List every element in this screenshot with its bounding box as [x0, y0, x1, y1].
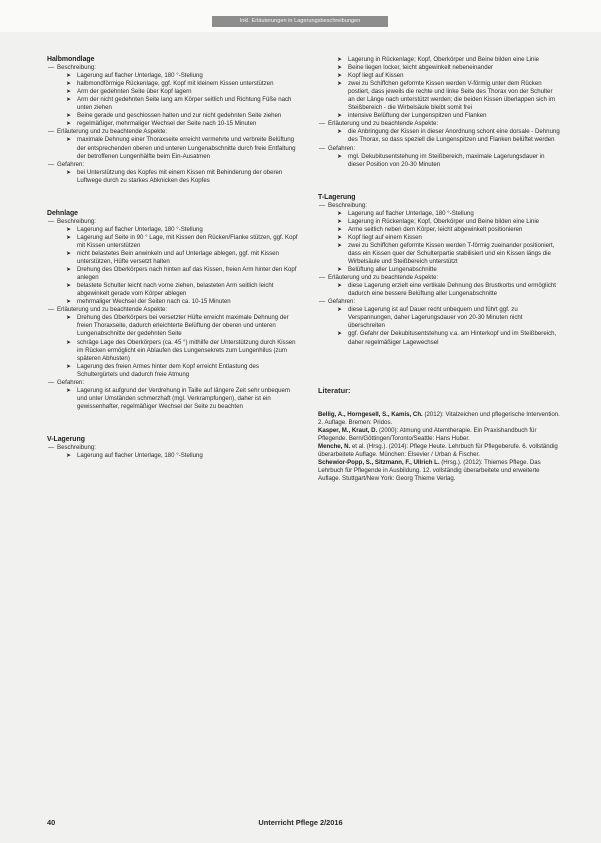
- arrow-bullet-icon: ➤: [66, 234, 71, 241]
- arrow-bullet-icon: ➤: [66, 339, 71, 346]
- arrow-bullet-icon: ➤: [337, 113, 342, 120]
- bullet-item: [47, 250, 299, 266]
- subheading: [47, 444, 299, 452]
- arrow-bullet-icon: ➤: [337, 234, 342, 241]
- arrow-bullet-icon: ➤: [337, 218, 342, 225]
- subheading: [318, 120, 560, 128]
- literature-details: (2000): Atmung und Atemtherapie. Ein Praxishandbuch für Pflegende. Bern/Göttingen/Toronto/Seattle: Hans Huber.: [318, 426, 537, 442]
- bullet-item: [318, 218, 560, 226]
- bullet-text: diese Lagerung ist auf Dauer recht unbequem und führt ggf. zu Verspannungen, daher Lagerungsdauer von 20-30 Minuten nicht überschreiten: [348, 306, 523, 330]
- bullet-item: [47, 298, 299, 306]
- literature-authors: Menche, N.: [318, 442, 351, 450]
- bullet-item: [47, 112, 299, 120]
- dash-icon: —: [319, 298, 326, 306]
- bullet-text: Drehung des Oberkörpers bei versetzter Hüfte erreicht maximale Dehnung der freien Thoraxseite, dadurch erleichterte Belüftung der oberen und unteren Lungenabschnitte der gedehnten Seite: [77, 314, 289, 338]
- bullet-item: [47, 234, 299, 250]
- bullet-item: [47, 314, 299, 338]
- arrow-bullet-icon: ➤: [337, 57, 342, 63]
- bullet-list: [318, 210, 560, 274]
- arrow-bullet-icon: ➤: [66, 97, 71, 104]
- bullet-item: [318, 80, 560, 112]
- dash-icon: —: [319, 144, 326, 152]
- literature-entry: [318, 459, 560, 483]
- subheading: [47, 379, 299, 387]
- arrow-bullet-icon: ➤: [337, 65, 342, 72]
- subheading: [47, 64, 299, 72]
- dash-icon: —: [48, 128, 55, 136]
- bullet-item: [318, 128, 560, 144]
- bullet-list: [318, 153, 560, 169]
- bullet-text: diese Lagerung erzielt eine vertikale Dehnung des Brustkorbs und ermöglicht dadurch eine bessere Belüftung aller Lungenabschnitte: [348, 282, 556, 298]
- bullet-text: zwei zu Schiffchen geformte Kissen werden V-förmig unter dem Rücken postiert, dass jeweils die rechte und linke Seite des Thorax von der Schulter an der Länge nach unterstützt werden; die beiden Kissen überlappen sich im Steißbereich - die Wirbelsäule bleibt somit frei: [348, 80, 555, 112]
- v-lagerung-continued: [318, 56, 560, 169]
- bullet-text: mehrmaliger Wechsel der Seiten nach ca. 10-15 Minuten: [77, 298, 231, 306]
- section-heading: Dehnlage: [47, 209, 79, 217]
- literature-authors: Schewior-Popp, S., Sitzmann, F., Ullrich L.: [318, 458, 440, 466]
- literature-details: (2012): Vitalzeichen und pflegerische Intervention. 2. Auflage. Bremen: Pridos.: [318, 410, 560, 426]
- subheading-label: Gefahren:: [328, 298, 356, 306]
- dash-icon: —: [319, 274, 326, 282]
- bullet-item: [318, 56, 560, 64]
- bullet-text: regelmäßiger, mehrmaliger Wechsel der Seite nach 10-15 Minuten: [77, 120, 257, 128]
- arrow-bullet-icon: ➤: [337, 242, 342, 249]
- bullet-item: [47, 120, 299, 128]
- bullet-list: [47, 387, 299, 411]
- bullet-text: Beine liegen locker, leicht abgewinkelt nebeneinander: [348, 64, 493, 72]
- arrow-bullet-icon: ➤: [66, 299, 71, 306]
- subheading-label: Beschreibung:: [57, 217, 96, 225]
- subheading: [47, 306, 299, 314]
- bullet-item: [318, 72, 560, 80]
- bullet-text: Lagerung ist aufgrund der Verdrehung in Taille auf längere Zeit sehr unbequem und unter Umständen schmerzhaft (mgl. Verkrampfungen), daher ist ein gewissenhafter, regelmäßiger Wechsel der Seite zu beachten: [77, 386, 290, 410]
- subheading-label: Beschreibung:: [57, 443, 96, 451]
- subheading-label: Gefahren:: [57, 160, 85, 168]
- bullet-item: [318, 306, 560, 330]
- section-gap: [47, 411, 299, 436]
- bullet-item: [318, 112, 560, 120]
- section-0: [47, 56, 299, 185]
- dash-icon: —: [48, 306, 55, 314]
- literature-section: [318, 387, 560, 483]
- bullet-text: Lagerung auf flacher Unterlage, 180 °-Stellung: [348, 209, 474, 217]
- bullet-text: zwei zu Schiffchen geformte Kissen werden T-förmig zueinander positioniert, dass ein Kissen quer der Schulterpartie stabilisiert und ein Kissen längs die Wirbelsäule und Steißbereich unterstützt: [348, 241, 555, 266]
- bullet-text: mgl. Dekubitusentstehung im Steißbereich, maximale Lagerungsdauer in dieser Position von 20-30 Minuten: [348, 152, 545, 168]
- bullet-list: [47, 452, 299, 460]
- bullet-item: [47, 169, 299, 185]
- literature-authors: Kasper, M., Kraut, D.: [318, 426, 378, 434]
- bullet-text: Arm der gedehnten Seite über Kopf lagern: [77, 88, 192, 96]
- bullet-item: [47, 266, 299, 282]
- arrow-bullet-icon: ➤: [66, 387, 71, 394]
- left-column: [47, 56, 299, 460]
- bullet-item: [47, 282, 299, 298]
- bullet-item: [47, 452, 299, 460]
- arrow-bullet-icon: ➤: [66, 453, 71, 460]
- subheading-label: Gefahren:: [57, 378, 85, 386]
- bullet-text: Lagerung auf flacher Unterlage, 180 °-Stellung: [77, 452, 203, 460]
- bullet-list: [318, 128, 560, 144]
- arrow-bullet-icon: ➤: [66, 137, 71, 144]
- bullet-list: [47, 314, 299, 378]
- arrow-bullet-icon: ➤: [66, 363, 71, 370]
- bullet-item: [47, 339, 299, 363]
- literature-authors: Bellig, A., Horngesell, S., Kamis, Ch.: [318, 410, 423, 418]
- bullet-text: bei Unterstützung des Kopfes mit einem Kissen mit Behinderung der oberen Luftwege durch zu starkes Abknicken des Kopfes: [77, 168, 283, 184]
- subheading: [318, 274, 560, 282]
- bullet-item: [47, 226, 299, 234]
- bullet-list: [47, 72, 299, 128]
- bullet-item: [47, 80, 299, 88]
- section-2: [47, 436, 299, 460]
- arrow-bullet-icon: ➤: [337, 81, 342, 88]
- subheading-label: Erläuterung und zu beachtende Aspekte:: [328, 274, 439, 282]
- section-gap: [47, 185, 299, 210]
- arrow-bullet-icon: ➤: [337, 283, 342, 290]
- dash-icon: —: [48, 217, 55, 225]
- literature-entry: [318, 411, 560, 427]
- journal-title: Unterricht Pflege 2/2016: [258, 818, 343, 827]
- running-header: Inkl. Erläuterungen in Lagerungsbeschreibungen: [212, 16, 388, 27]
- bullet-text: Arme seitlich neben dem Körper, leicht abgewinkelt positionieren: [348, 225, 523, 233]
- dash-icon: —: [48, 443, 55, 451]
- arrow-bullet-icon: ➤: [337, 210, 342, 217]
- bullet-text: Kopf liegt auf Kissen: [348, 72, 404, 80]
- bullet-text: Kopf liegt auf einem Kissen: [348, 233, 422, 241]
- bullet-item: [318, 330, 560, 346]
- bullet-item: [47, 72, 299, 80]
- bullet-text: Drehung des Oberkörpers nach hinten auf das Kissen, freien Arm hinter den Kopf anlegen: [77, 266, 297, 282]
- subheading-label: Beschreibung:: [57, 64, 96, 72]
- arrow-bullet-icon: ➤: [337, 153, 342, 160]
- bullet-text: Lagerung in Rückenlage; Kopf, Oberkörper und Beine bilden eine Linie: [348, 56, 540, 63]
- bullet-list: [318, 56, 560, 120]
- bullet-text: Lagerung auf flacher Unterlage, 180 °-Stellung: [77, 72, 203, 80]
- bullet-item: [318, 210, 560, 218]
- bullet-text: maximale Dehnung einer Thoraxseite erreicht vermehrte und verbreite Belüftung der entsprechenden oberen und unteren Lungenabschnitte durch freie Entfaltung der betroffenen Lungenhälfte beim Ein-Ausatmen: [77, 136, 296, 160]
- subheading: [318, 145, 560, 153]
- bullet-text: Arm der nicht gedehnten Seite lang am Körper seitlich und Richtung Füße nach unten ziehen: [77, 96, 292, 112]
- subheading: [47, 218, 299, 226]
- bullet-item: [318, 282, 560, 298]
- bullet-item: [318, 242, 560, 266]
- bullet-text: Lagerung des freien Armes hinter dem Kopf erreicht Entlastung des Schultergürtels und dadurch freie Atmung: [77, 362, 259, 378]
- arrow-bullet-icon: ➤: [66, 81, 71, 88]
- bullet-text: die Anbringung der Kissen in dieser Anordnung schont eine dorsale - Dehnung des Thorax, so dass speziell die Lungenspitzen und Flanken belüftet werden: [348, 128, 560, 144]
- arrow-bullet-icon: ➤: [66, 226, 71, 233]
- arrow-bullet-icon: ➤: [337, 267, 342, 274]
- bullet-item: [47, 387, 299, 411]
- bullet-text: Lagerung auf Seite in 90 ° Lage, mit Kissen den Rücken/Flanke stützen, ggf. Kopf mit Kissen unterstützen: [77, 233, 298, 249]
- arrow-bullet-icon: ➤: [66, 250, 71, 257]
- bullet-list: [47, 136, 299, 160]
- arrow-bullet-icon: ➤: [337, 73, 342, 80]
- arrow-bullet-icon: ➤: [66, 73, 71, 80]
- bullet-item: [318, 64, 560, 72]
- literature-details: (Hrsg.). (2012): Thiemes Pflege. Das Lehrbuch für Pflegende in Ausbildung. 12. vollständig überarbeitete und erweiterte Auflage. Stuttgart/New York: Georg Thieme Verlag.: [318, 458, 541, 482]
- bullet-text: intensive Belüftung der Lungenspitzen und Flanken: [348, 112, 487, 120]
- dash-icon: —: [319, 201, 326, 209]
- arrow-bullet-icon: ➤: [66, 113, 71, 120]
- right-sections: [318, 194, 560, 347]
- bullet-text: halbmondförmige Rückenlage, ggf. Kopf mit kleinem Kissen unterstützen: [77, 80, 274, 88]
- bullet-text: belastete Schulter leicht nach vorne ziehen, belasteten Arm seitlich leicht abgewinkelt gerade vom Körper ablegen: [77, 282, 274, 298]
- bullet-item: [318, 226, 560, 234]
- subheading: [47, 161, 299, 169]
- bullet-text: Belüftung aller Lungenabschnitte: [348, 266, 437, 274]
- bullet-list: [318, 306, 560, 346]
- arrow-bullet-icon: ➤: [66, 315, 71, 322]
- section-0: [318, 194, 560, 347]
- bullet-list: [47, 169, 299, 185]
- subheading-label: Erläuterung und zu beachtende Aspekte:: [57, 128, 168, 136]
- bullet-item: [47, 96, 299, 112]
- literature-list: [318, 411, 560, 483]
- literature-heading: Literatur:: [318, 385, 351, 395]
- dash-icon: —: [48, 160, 55, 168]
- subheading: [47, 128, 299, 136]
- arrow-bullet-icon: ➤: [337, 307, 342, 314]
- arrow-bullet-icon: ➤: [337, 129, 342, 136]
- dash-icon: —: [48, 378, 55, 386]
- subheading: [318, 298, 560, 306]
- bullet-item: [47, 136, 299, 160]
- bullet-item: [47, 88, 299, 96]
- section-heading: Halbmondlage: [47, 56, 95, 63]
- section-heading: T-Lagerung: [318, 193, 356, 201]
- subheading-label: Erläuterung und zu beachtende Aspekte:: [328, 120, 439, 128]
- dash-icon: —: [319, 120, 326, 128]
- bullet-item: [47, 363, 299, 379]
- literature-details: et al. (Hrsg.). (2014): Pflege Heute. Lehrbuch für Pflegeberufe. 6. vollständig überarbeitete Auflage. München: Elsevier / Urban & Fischer.: [318, 442, 558, 458]
- subheading-label: Gefahren:: [328, 144, 356, 152]
- subheading-label: Beschreibung:: [328, 201, 367, 209]
- bullet-text: Beine gerade und geschlossen halten und zur nicht gedehnten Seite ziehen: [77, 112, 282, 120]
- page-number: 40: [47, 818, 56, 827]
- subheading-label: Erläuterung und zu beachtende Aspekte:: [57, 306, 168, 314]
- arrow-bullet-icon: ➤: [66, 121, 71, 128]
- bullet-text: ggf. Gefahr der Dekubitusentstehung v.a. am Hinterkopf und im Steißbereich, daher regelmäßiger Lagewechsel: [348, 330, 557, 346]
- page-footer: [0, 818, 601, 832]
- arrow-bullet-icon: ➤: [66, 169, 71, 176]
- bullet-list: [318, 282, 560, 298]
- arrow-bullet-icon: ➤: [337, 226, 342, 233]
- bullet-text: Lagerung in Rückenlage; Kopf, Oberkörper und Beine bilden eine Linie: [348, 217, 540, 225]
- right-column: [318, 56, 560, 483]
- arrow-bullet-icon: ➤: [66, 89, 71, 96]
- bullet-text: Lagerung auf flacher Unterlage, 180 °-Stellung: [77, 225, 203, 233]
- bullet-item: [318, 266, 560, 274]
- bullet-text: schräge Lage des Oberkörpers (ca. 45 °) mithilfe der Unterstützung durch Kissen im Rücken ermöglicht ein Ablaufen des Lungensekrets zum Lungenhilus (zum späteren Abhusten): [77, 338, 296, 362]
- bullet-item: [318, 153, 560, 169]
- subheading: [318, 202, 560, 210]
- bullet-list: [47, 226, 299, 306]
- literature-entry: [318, 427, 560, 443]
- arrow-bullet-icon: ➤: [66, 283, 71, 290]
- literature-entry: [318, 443, 560, 459]
- section-1: [47, 210, 299, 411]
- dash-icon: —: [48, 64, 55, 72]
- bullet-text: nicht belastetes Bein anwinkeln und auf Unterlage ablegen, ggf. mit Kissen unterstützen, Hüfte versetzt halten: [77, 249, 279, 266]
- bullet-item: [318, 234, 560, 242]
- section-heading: V-Lagerung: [47, 435, 85, 443]
- arrow-bullet-icon: ➤: [337, 331, 342, 338]
- arrow-bullet-icon: ➤: [66, 267, 71, 274]
